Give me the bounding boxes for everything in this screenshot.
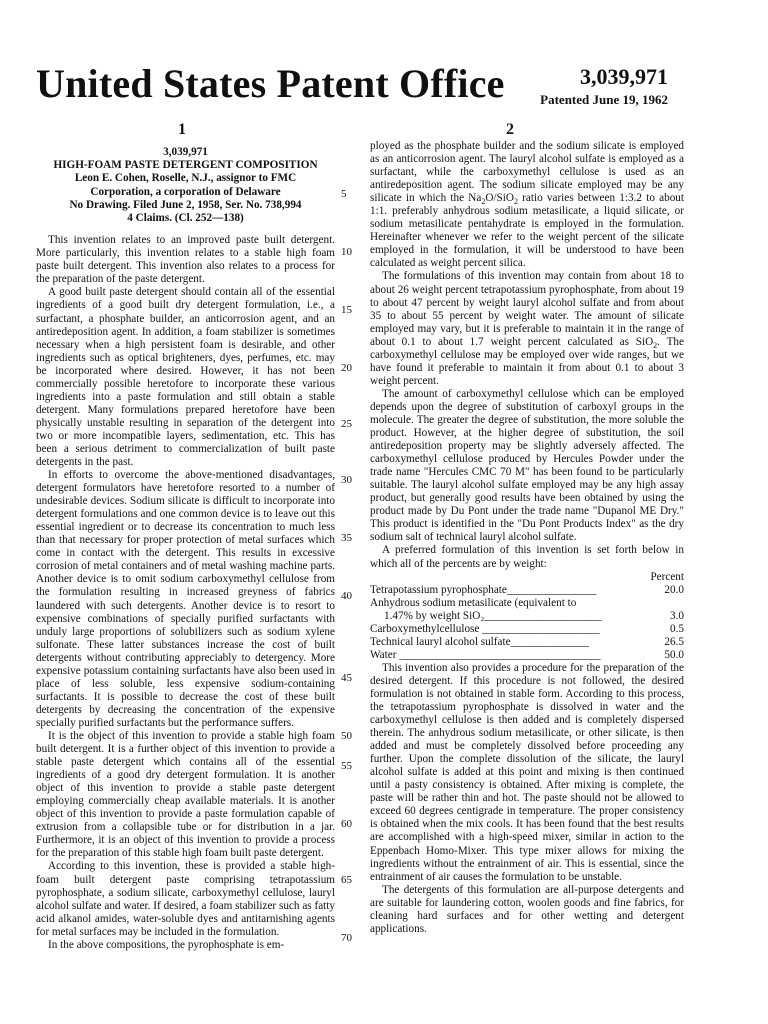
paragraph: ployed as the phosphate builder and the sodium silicate is employed as an anticorrosion agent. The lauryl alcohol sulfate is employed as a surfactant, while the carboxymethyl cellulose is used as an antiredeposition agent. The sodium silicate employed may be any silicate in which the $Na_2O/SiO_2$ ratio varies between 1:3.2 to about 1:1. preferably anhydrous sodium metasilicate, a liquid silicate, or sodium metasilicate pentahydrate is employed in the formulation. Hereinafter whenever we refer to the weight percent of the silicate employed in the formulation, it will be understood to have been calculated as weight percent silica. [370,140,684,270]
paragraph: A good built paste detergent should contain all of the essential ingredients of a good built dry detergent formulation, i.e., a surfactant, a phosphate builder, an anticorrosion agent, and an antiredeposition agent. In addition, a foam stabilizer is sometimes necessary when a high persistent foam is desirable, and other ingredients such as optical brighteners, dyes, perfumes, etc. may be incorporated where desired. However, it has not been commercially possible heretofore to incorporate these various ingredients into a paste formulation and still obtain a stable detergent. Many formulations prepared heretofore have been physically unstable resulting in separation of the detergent into two or more incompatible layers, sedimentation, etc. This has been a serious detriment to commercialization of built paste detergents in the past. [36,286,335,469]
table-row: Tetrapotassium pyrophosphate________________ 20.0 [370,583,684,596]
front-matter [36,146,335,225]
inventor-line: Leon E. Cohen, Roselle, N.J., assignor to FMC [74,172,297,185]
claims-line: 4 Claims. (Cl. 252—138) [127,212,244,225]
table-row: Carboxymethylcellulose _____________________ 0.5 [370,622,684,635]
line-number: 70 [341,932,352,944]
table-row: Water ____________________________________ 50.0 [370,648,684,661]
line-number: 55 [341,760,352,772]
right-column [370,140,684,936]
paragraph: The amount of carboxymethyl cellulose which can be employed depends upon the degree of substitution of carboxyl groups in the molecule. The greater the degree of substitution, the more soluble the product. However, at the higher degree of substitution, the soil antiredeposition property may be slightly adversely affected. The carboxymethyl cellulose produced by Hercules Powder under the trade name "Hercules CMC 70 M" has been found to be particularly suitable. The lauryl alcohol sulfate employed may be any high assay product, but generally good results have been obtained by using the product made by Du Pont under the trade name "Dupanol ME Dry." This product is identified in the "Du Pont Products Index" as the dry sodium salt of technical lauryl alcohol sulfate. [370,387,684,544]
paragraph: In the above compositions, the pyrophosphate is em- [48,938,285,951]
paragraph: The formulations of this invention may contain from about 18 to about 26 weight percent tetrapotassium pyrophosphate, from about 19 to about 47 percent by weight lauryl alcohol sulfate and from about 35 to about 55 percent by weight water. The amount of silicate employed may vary, but it is preferable to maintain it in the range of about 0.1 to about 1.7 weight percent calculated as SiO$_2$. The carboxymethyl cellulose may be employed over wide ranges, but we have found it preferable to maintain it from about 0.1 to about 3 weight percent. [370,270,684,387]
table-header: Percent [650,570,684,583]
column-number-left: 1 [178,121,186,138]
patent-number: 3,039,971 [580,64,668,89]
assignee-line: Corporation, a corporation of Delaware [90,185,281,198]
paragraph: This invention relates to an improved paste built detergent. More particularly, this invention relates to a stable high foam paste built detergent. This invention also relates to a process for the preparation of the paste detergent. [36,234,335,286]
left-column [36,146,335,952]
line-number: 20 [341,362,352,374]
line-number: 5 [341,188,347,200]
paragraph: In efforts to overcome the above-mentioned disadvantages, detergent formulators have heretofore resorted to a number of undesirable devices. Sodium silicate is difficult to incorporate into detergent formulations and one common device is to leave out this essential ingredient or to decrease its concentration to much less than that necessary for proper protection of metal surfaces which come in contact with the detergent. This results in excessive corrosion of metal containers and of metal washing machine parts. Another device is to omit sodium carboxymethyl cellulose from the formulation resulting in increased greyness of fabrics laundered with such detergents. Another device is to resort to expensive combinations of specially purified surfactants with unduly large proportions of solubilizers such as sodium xylene sulfonate. These latter substances increase the cost of built detergents without contributing appreciably to detergency. More expensive potassium containing surfactants have also been used in place of less soluble, less expensive sodium-containing surfactants. It is possible to decrease the cost of these built detergents by decreasing the concentration of the expensive specially purified surfactants but the performance suffers. [36,469,335,729]
paragraph: According to this invention, these is provided a stable high-foam built detergent paste comprising tetrapotassium pyrophosphate, a sodium silicate, carboxymethyl cellulose, lauryl alcohol sulfate and water. If desired, a foam stabilizer such as fatty acid alkanol amides, water-soluble dyes and antitarnishing agents for metal surfaces may be included in the formulation. [36,860,335,938]
column-number-right: 2 [506,121,514,138]
table-row: Anhydrous sodium metasilicate (equivalent to [370,596,577,609]
line-number: 30 [341,474,352,486]
patent-office-title: United States Patent Office [36,61,505,106]
invention-title: HIGH-FOAM PASTE DETERGENT COMPOSITION [53,159,318,172]
table-row: Technical lauryl alcohol sulfate______________ 26.5 [370,635,684,648]
line-number: 60 [341,818,352,830]
patent-date: Patented June 19, 1962 [540,92,668,107]
formulation-table [370,571,684,662]
filing-line: No Drawing. Filed June 2, 1958, Ser. No. 738,994 [69,198,302,211]
paragraph: This invention also provides a procedure for the preparation of the desired detergent. If this procedure is not followed, the desired formulation is not obtained in stable form. According to this process, the tetrapotassium pyrophosphate is dissolved in water and the carboxymethyl cellulose is then added and is completely dispersed therein. The anhydrous sodium metasilicate, or other silicate, is then added and must be completely dissolved before proceeding any further. Upon the complete dissolution of the silicate, the lauryl alcohol sulfate is added at this point and mixing is then continued until a pasty consistency is obtained. After mixing is complete, the paste will be rather thin and hot. The paste should not be allowed to exceed 60 degrees centigrade in temperature. The proper consistency is obtained when the mix cools. It has been found that the best results are accomplished with a high-speed mixer, similar in action to the Eppenbach Homo-Mixer. This type mixer allows for mixing the ingredients without the entrainment of air. This is essential, since the entrainment of air causes the formulation to be unstable. [370,661,684,883]
paragraph: The detergents of this formulation are all-purpose detergents and are suitable for laundering cotton, woolen goods and fine fabrics, for cleaning hard surfaces and for other wetting and detergent applications. [370,883,684,935]
paragraph: It is the object of this invention to provide a stable high foam built detergent. It is a further object of this invention to provide a stable paste detergent which contains all of the essential ingredients of a good dry detergent formulation. It is another object of this invention to provide a stable paste detergent employing commercially cheap available materials. It is another object of this invention to provide a paste formulation capable of extrusion from a collapsible tube or for distribution in a jar. Furthermore, it is an object of this invention to provide a process for the preparation of this stable high foam built paste detergent. [36,730,335,860]
line-number: 15 [341,304,352,316]
front-number: 3,039,971 [163,146,208,158]
line-number: 50 [341,730,352,742]
table-row: 1.47% by weight SiO₂_____________________ 3.0 [384,609,684,622]
line-number: 65 [341,874,352,886]
line-number: 25 [341,418,352,430]
paragraph: A preferred formulation of this invention is set forth below in which all of the percents are by weight: [370,544,684,570]
line-number: 40 [341,590,352,602]
line-number: 35 [341,532,352,544]
line-number: 10 [341,246,352,258]
line-number: 45 [341,672,352,684]
